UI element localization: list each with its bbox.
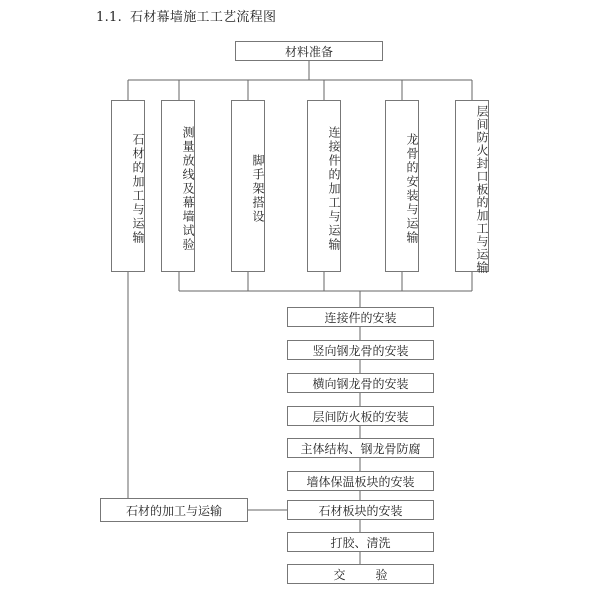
step-box-7 <box>287 500 434 520</box>
branch-box-1 <box>111 100 145 272</box>
branch-box-6 <box>455 100 489 272</box>
branch-label-6: 层间防火封口板的加工与运输 <box>475 104 489 274</box>
section-title: 石材幕墙施工工艺流程图 <box>130 10 277 25</box>
branch-box-5 <box>385 100 419 272</box>
branch-box-4 <box>307 100 341 272</box>
side-stone-label: 石材的加工与运输 <box>125 503 222 518</box>
material-prep-box <box>235 41 383 61</box>
step-box-8 <box>287 532 434 552</box>
step-label-6: 墙体保温板块的安装 <box>306 474 415 489</box>
step-box-2 <box>287 340 434 360</box>
section-number: 1.1. <box>96 10 123 25</box>
step-label-8: 打胶、清洗 <box>330 535 391 550</box>
step-box-4 <box>287 406 434 426</box>
step-label-1: 连接件的安装 <box>324 310 397 325</box>
step-label-3: 横向钢龙骨的安装 <box>312 376 409 391</box>
step-label-2: 竖向钢龙骨的安装 <box>312 343 409 358</box>
step-label-5: 主体结构、钢龙骨防腐 <box>300 441 421 456</box>
step-box-1 <box>287 307 434 327</box>
step-box-5 <box>287 438 434 458</box>
step-box-9 <box>287 564 434 584</box>
branch-label-1: 石材的加工与运输 <box>131 133 145 245</box>
branch-label-2: 测量放线及幕墙试验 <box>181 126 195 252</box>
branch-label-4: 连接件的加工与运输 <box>327 126 341 252</box>
step-box-6 <box>287 471 434 491</box>
step-label-4: 层间防火板的安装 <box>312 409 409 424</box>
branch-label-3: 脚手架搭设 <box>251 154 265 224</box>
step-box-3 <box>287 373 434 393</box>
branch-label-5: 龙骨的安装与运输 <box>405 133 419 245</box>
side-stone-box <box>100 498 248 522</box>
step-label-7: 石材板块的安装 <box>318 503 403 518</box>
branch-box-2 <box>161 100 195 272</box>
step-label-9: 交验 <box>333 567 418 582</box>
branch-box-3 <box>231 100 265 272</box>
material-prep-label: 材料准备 <box>284 44 333 59</box>
